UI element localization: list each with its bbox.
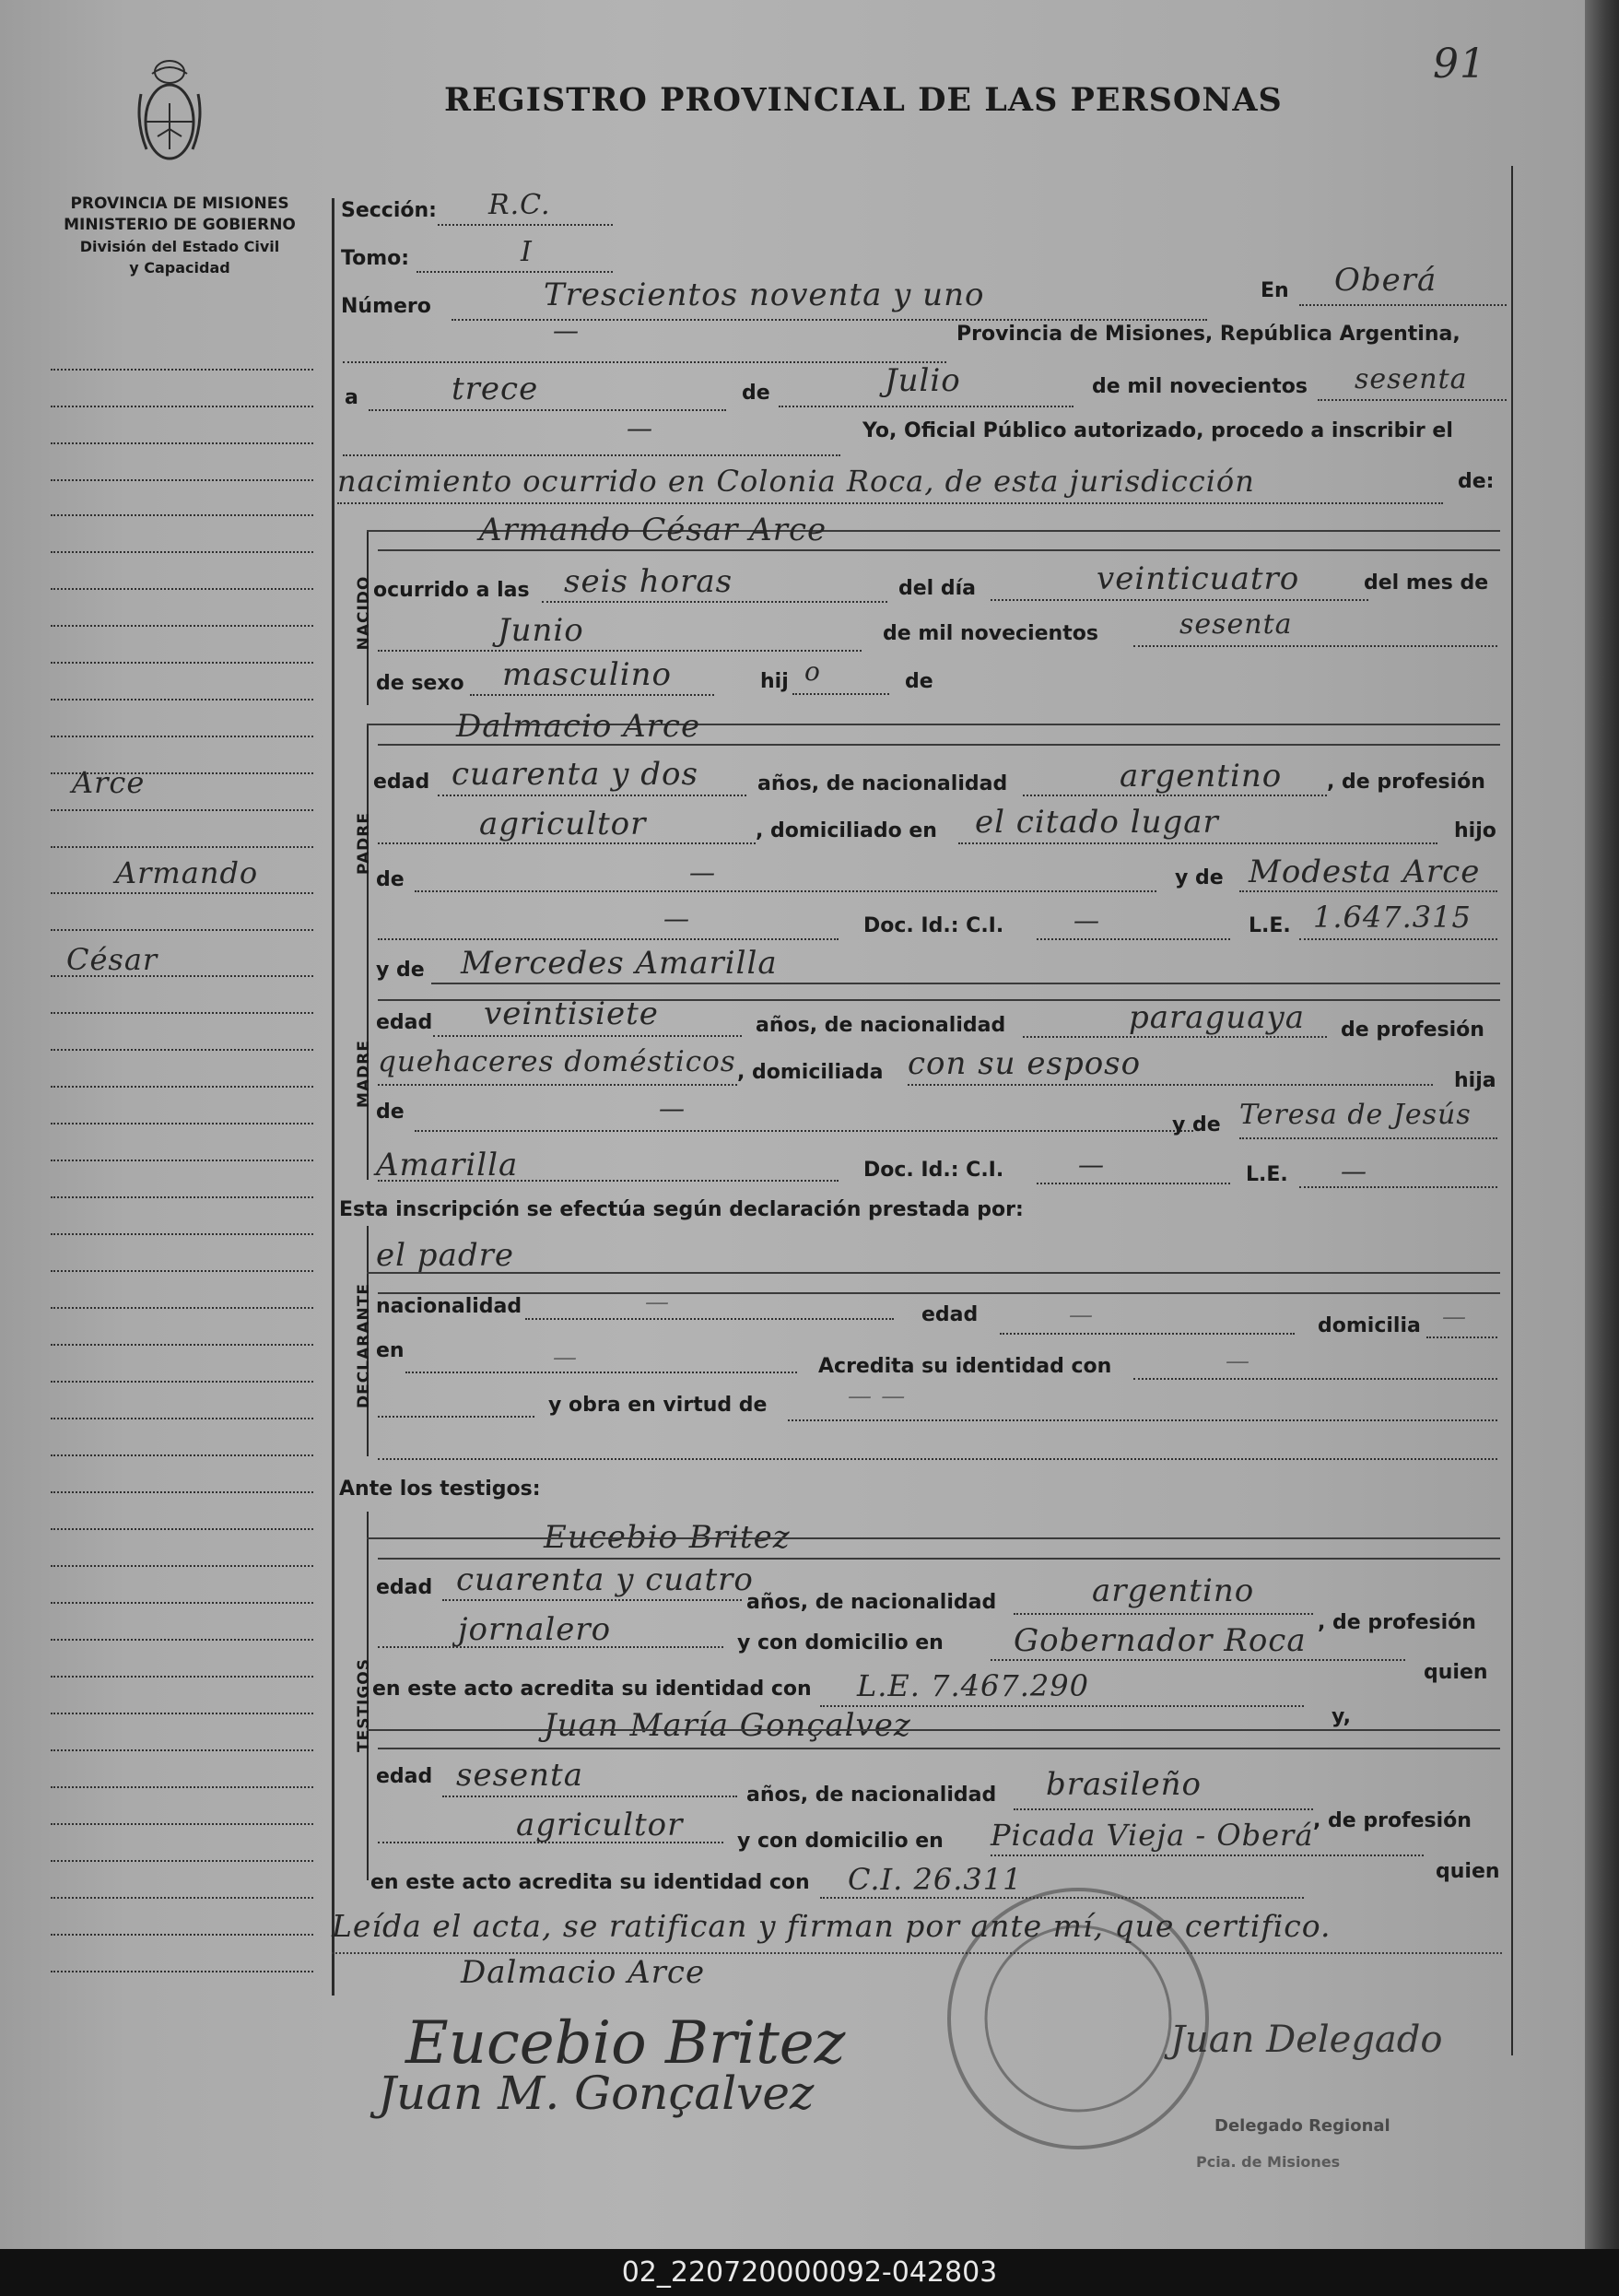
anio-value: sesenta [1355, 363, 1468, 395]
dash-2: — [627, 413, 653, 443]
de-colon-label: de: [1458, 470, 1495, 493]
t1-nacionalidad-value: argentino [1092, 1572, 1255, 1609]
index-surname: Arce [72, 765, 146, 800]
org-line-3: División del Estado Civil [79, 238, 280, 255]
madre-anios-label: años, de nacionalidad [756, 1014, 1006, 1037]
nacido-nombre: Armando César Arce [479, 512, 827, 548]
del-dia-label: del día [898, 577, 977, 600]
signature-juan: Juan M. Gonçalvez [378, 2066, 815, 2120]
padre-madre-de-value: Modesta Arce [1249, 854, 1481, 890]
t2-domicilio-value: Picada Vieja - Oberá [991, 1818, 1314, 1853]
image-code: 02_220720000092-042803 [621, 2256, 998, 2289]
seccion-label: Sección: [341, 199, 437, 222]
declarante-acredita-label: Acredita su identidad con [818, 1355, 1112, 1378]
coat-of-arms-icon [134, 57, 205, 166]
sexo-label: de sexo [376, 672, 464, 695]
declarante-edad-label: edad [921, 1303, 979, 1326]
en-value: Oberá [1334, 262, 1437, 299]
t2-profesion-value: agricultor [516, 1807, 684, 1843]
closing-text: Leída el acta, se ratifican y firman por ante mí, que certifico. [332, 1908, 1332, 1944]
pcia-label: Pcia. de Misiones [1196, 2153, 1341, 2171]
official-signature: Juan Delegado [1170, 2019, 1443, 2061]
sexo-value: masculino [502, 656, 673, 693]
declarante-obra-label: y obra en virtud de [548, 1394, 768, 1417]
org-line-1: PROVINCIA DE MISIONES [70, 194, 289, 213]
t2-acredita-label: en este acto acredita su identidad con [370, 1871, 810, 1894]
madre-le-value: — [1341, 1156, 1367, 1186]
ocurrido-label: ocurrido a las [373, 579, 530, 602]
padre-nombre: Dalmacio Arce [456, 708, 701, 745]
madre-edad-value: veintisiete [484, 995, 659, 1032]
padre-domicilio-label: , domiciliado en [756, 819, 937, 842]
madre-padre-de-value: — [659, 1093, 686, 1124]
signature-dalmacio: Dalmacio Arce [461, 1954, 706, 1991]
padre-edad-label: edad [373, 771, 430, 794]
t1-nombre: Eucebio Britez [544, 1519, 791, 1556]
t1-anios-label: años, de nacionalidad [746, 1591, 997, 1614]
padre-le-value: 1.647.315 [1313, 900, 1472, 935]
madre-yde2-label: y de [1172, 1113, 1221, 1136]
madre-tab: MADRE [355, 1040, 373, 1108]
madre-madre-de-value-2: Amarilla [376, 1147, 519, 1183]
madre-madre-de-value: Teresa de Jesús [1239, 1099, 1472, 1131]
numero-value: Trescientos noventa y uno [544, 277, 985, 313]
nacido-tab: NACIDO [355, 575, 373, 651]
nacido-dia-value: veinticuatro [1097, 560, 1300, 597]
tomo-value: I [521, 236, 533, 268]
t2-doc-value: C.I. 26.311 [848, 1862, 1023, 1897]
madre-nombre: Mercedes Amarilla [461, 945, 778, 982]
a-label: a [345, 386, 358, 409]
t1-y-label: y, [1332, 1705, 1351, 1728]
hora-value: seis horas [564, 563, 733, 600]
declarante-value: el padre [376, 1237, 514, 1274]
seccion-value: R.C. [488, 189, 551, 221]
nacido-mil-label: de mil novecientos [883, 622, 1098, 645]
madre-de-label: de [376, 1101, 405, 1124]
declarante-edad-value: — [1069, 1301, 1094, 1329]
t2-nombre: Juan María Gonçalvez [544, 1707, 911, 1744]
org-line-4: y Capacidad [129, 259, 230, 277]
madre-profesion-label: de profesión [1341, 1018, 1484, 1042]
declarante-en-value: — [553, 1344, 578, 1372]
madre-profesion-value: quehaceres domésticos [378, 1045, 736, 1078]
testigos-tab: TESTIGOS [355, 1657, 373, 1753]
padre-padre-de-value: — [689, 857, 716, 888]
page-title: REGISTRO PROVINCIAL DE LAS PERSONAS [444, 81, 1283, 119]
main-left-border [332, 198, 334, 1996]
madre-domicilio-label: , domiciliada [737, 1061, 884, 1084]
declarante-tab: DECLARANTE [355, 1283, 373, 1408]
t1-doc-value: L.E. 7.467.290 [857, 1668, 1089, 1703]
declarante-domicilio-label: domicilia [1318, 1314, 1421, 1337]
declarante-en-label: en [376, 1339, 405, 1362]
mil-label: de mil novecientos [1092, 375, 1308, 398]
t2-quien-label: quien [1436, 1860, 1500, 1883]
t2-domicilio-label: y con domicilio en [737, 1830, 944, 1853]
signature-eucebio: Eucebio Britez [405, 2009, 846, 2078]
t1-edad-value: cuarenta y cuatro [456, 1561, 754, 1598]
padre-doc-label: Doc. Id.: C.I. [863, 914, 1004, 937]
mes-value: Julio [885, 362, 961, 399]
book-binding [1585, 0, 1619, 2249]
padre-profesion-value: agricultor [479, 806, 647, 842]
padre-hijo-label: hijo [1454, 819, 1496, 842]
padre-yde-label: y de [1175, 866, 1224, 889]
numero-label: Número [341, 295, 431, 318]
declarante-acredita-value: — [1226, 1348, 1250, 1375]
madre-yde-label: y de [376, 959, 425, 982]
madre-domicilio-value: con su esposo [908, 1045, 1142, 1082]
declarante-obra-value: — — [848, 1383, 907, 1410]
de-label: de [742, 382, 770, 405]
madre-nacionalidad-value: paraguaya [1129, 999, 1305, 1036]
padre-edad-value: cuarenta y dos [452, 756, 698, 793]
t2-nacionalidad-value: brasileño [1046, 1766, 1202, 1803]
acto-value: nacimiento ocurrido en Colonia Roca, de esta jurisdicción [337, 464, 1255, 499]
padre-tab: PADRE [355, 812, 373, 875]
padre-ci-value: — [1073, 905, 1100, 936]
hij-label: hij [760, 670, 789, 693]
provincia-text: Provincia de Misiones, República Argentina, [956, 323, 1461, 346]
madre-doc-label: Doc. Id.: C.I. [863, 1159, 1004, 1182]
org-name [37, 194, 323, 278]
declarante-nacionalidad-label: nacionalidad [376, 1295, 522, 1318]
padre-profesion-label: , de profesión [1327, 771, 1485, 794]
tomo-label: Tomo: [341, 247, 410, 270]
delegado-label: Delegado Regional [1214, 2116, 1390, 2136]
del-mes-label: del mes de [1364, 571, 1489, 595]
main-right-border [1511, 166, 1513, 2055]
declarante-domicilio-value: — [1442, 1303, 1467, 1331]
t2-edad-value: sesenta [456, 1757, 583, 1794]
hij-value: o [804, 656, 821, 687]
t1-acredita-label: en este acto acredita su identidad con [372, 1678, 812, 1701]
padre-domicilio-value: el citado lugar [975, 804, 1219, 841]
testigos-intro: Ante los testigos: [339, 1478, 541, 1501]
madre-ci-value: — [1078, 1149, 1105, 1180]
padre-nacionalidad-value: argentino [1120, 758, 1283, 795]
page-number: 91 [1433, 41, 1486, 88]
t1-quien-label: quien [1424, 1661, 1488, 1684]
t2-profesion-label: , de profesión [1313, 1809, 1472, 1832]
en-label: En [1261, 279, 1289, 302]
declarante-intro: Esta inscripción se efectúa según declaración prestada por: [339, 1198, 1024, 1221]
padre-anios-label: años, de nacionalidad [757, 772, 1008, 795]
t1-profesion-value: jornalero [458, 1611, 612, 1648]
t2-edad-label: edad [376, 1765, 433, 1788]
madre-hija-label: hija [1454, 1069, 1496, 1092]
nacido-mes-value: Junio [498, 612, 584, 649]
t1-edad-label: edad [376, 1576, 433, 1599]
nacido-de-label: de [905, 670, 933, 693]
t1-profesion-label: , de profesión [1318, 1611, 1476, 1634]
padre-le-label: L.E. [1249, 914, 1291, 937]
dash-1: — [553, 315, 580, 346]
declarante-nacionalidad-value: — [645, 1289, 670, 1316]
oficial-text: Yo, Oficial Público autorizado, procedo a inscribir el [862, 419, 1453, 442]
nacido-anio-value: sesenta [1179, 608, 1293, 641]
madre-le-label: L.E. [1246, 1163, 1288, 1186]
t1-domicilio-label: y con domicilio en [737, 1631, 944, 1654]
org-line-2: MINISTERIO DE GOBIERNO [64, 216, 296, 234]
madre-edad-label: edad [376, 1011, 433, 1034]
t2-anios-label: años, de nacionalidad [746, 1784, 997, 1807]
dia-value: trece [452, 371, 539, 407]
index-name-2: César [66, 942, 158, 977]
t1-domicilio-value: Gobernador Roca [1014, 1622, 1307, 1659]
padre-de-label: de [376, 868, 405, 891]
padre-dash: — [663, 903, 690, 934]
index-name-1: Armando [115, 855, 259, 890]
